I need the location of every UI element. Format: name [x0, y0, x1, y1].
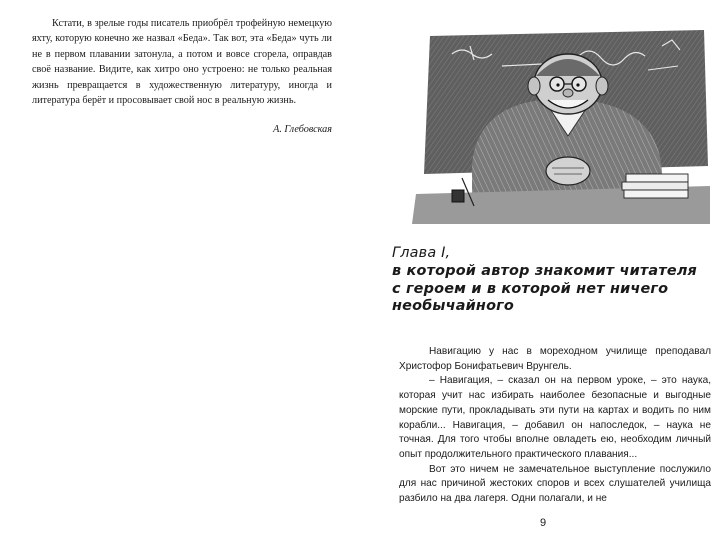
intro-paragraph: Кстати, в зрелые годы писатель приобрёл трофейную немецкую яхту, которую конечно же назвал «Беда». Так вот, эта «Беда» чуть ли не в первом плавании затонула, а потом и вовсе сгорела, оправдав своё название. Видите, как хитро оно устроено: не только реальная жизнь превращается в художественную литературу, иногда и литература берёт и просовывает свой нос в реальную жизнь. [32, 18, 332, 107]
author-signature: А. Глебовская [273, 124, 332, 135]
illustration-teacher-drawing [412, 26, 712, 224]
chapter-title-line: необычайного [392, 298, 514, 315]
body-paragraph: Навигацию у нас в мореходном училище преподавал Христофор Бонифатьевич Врунгель. [399, 346, 711, 372]
body-paragraph: Вот это ничем не замечательное выступление послужило для нас причиной жестоких споров и всех слушателей училища разбило на два лагеря. Одни полагали, и не [399, 463, 711, 505]
right-page [362, 0, 724, 540]
page-number: 9 [539, 517, 547, 529]
chapter-title [392, 245, 712, 316]
illustration-teacher-at-desk [412, 26, 712, 224]
intro-text [32, 16, 332, 108]
chapter-title-line: в которой автор знакомит читателя [392, 262, 697, 279]
chapter-title-line: Глава I, [392, 245, 451, 261]
chapter-body [399, 345, 711, 507]
body-paragraph: – Навигация, – сказал он на первом уроке, – это наука, которая учит нас избирать наиболее безопасные и выгодные морские пути, прокладывать эти пути на картах и водить по ним корабли... Навигация, – добавил он напоследок, – наука не точная. Для того чтобы вполне овладеть ею, необходим личный опыт продолжительного практического плавания... [399, 375, 711, 460]
chapter-title-line: с героем и в которой нет ничего [392, 280, 669, 297]
